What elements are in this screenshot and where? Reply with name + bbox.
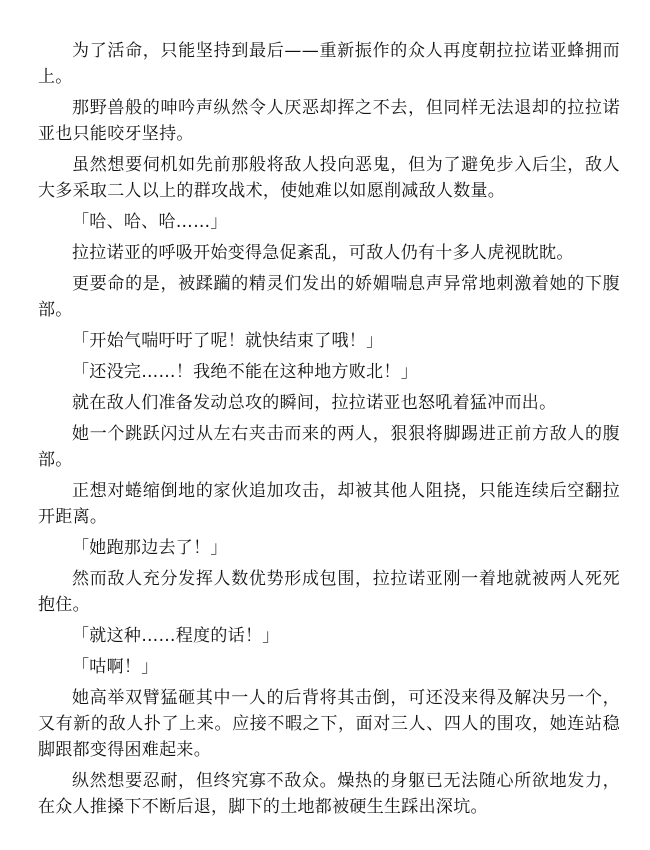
novel-page: [38, 38, 620, 825]
dialogue-line: 「就这种……程度的话！」: [72, 626, 280, 646]
paragraph: 那野兽般的呻吟声纵然令人厌恶却挥之不去，但同样无法退却的拉拉诺亚也只能咬牙坚持。: [38, 98, 620, 144]
dialogue-line: 「开始气喘吁吁了呢！就快结束了哦！」: [72, 331, 384, 351]
paragraph: 虽然想要伺机如先前那般将敌人投向恶鬼，但为了避免步入后尘，敌人大多采取二人以上的群攻战术，使她难以如愿削减敌人数量。: [38, 155, 620, 201]
paragraph: 为了活命，只能坚持到最后——重新振作的众人再度朝拉拉诺亚蜂拥而上。: [38, 41, 620, 87]
paragraph: 更要命的是，被蹂躏的精灵们发出的娇媚喘息声异常地刺激着她的下腹部。: [38, 274, 620, 320]
paragraph: 她一个跳跃闪过从左右夹击而来的两人，狠狠将脚踢进正前方敌人的腹部。: [38, 424, 620, 470]
paragraph: 然而敌人充分发挥人数优势形成包围，拉拉诺亚刚一着地就被两人死死抱住。: [38, 569, 620, 615]
paragraph: 她高举双臂猛砸其中一人的后背将其击倒，可还没来得及解决另一个，又有新的敌人扑了上来。应接不暇之下，面对三人、四人的围攻，她连站稳脚跟都变得困难起来。: [38, 688, 620, 760]
dialogue-line: 「她跑那边去了！」: [72, 538, 228, 558]
paragraph: 正想对蜷缩倒地的家伙追加攻击，却被其他人阻挠，只能连续后空翻拉开距离。: [38, 481, 620, 527]
paragraph: 拉拉诺亚的呼吸开始变得急促紊乱，可敌人仍有十多人虎视眈眈。: [72, 243, 574, 263]
dialogue-line: 「咕啊！」: [72, 657, 159, 677]
paragraph: 纵然想要忍耐，但终究寡不敌众。燥热的身躯已无法随心所欲地发力，在众人推搡下不断后退，脚下的土地都被硬生生踩出深坑。: [38, 771, 620, 817]
dialogue-line: 「还没完……！我绝不能在这种地方败北！」: [72, 362, 418, 382]
dialogue-line: 「哈、哈、哈……」: [72, 212, 228, 232]
paragraph: 就在敌人们准备发动总攻的瞬间，拉拉诺亚也怒吼着猛冲而出。: [72, 393, 557, 413]
